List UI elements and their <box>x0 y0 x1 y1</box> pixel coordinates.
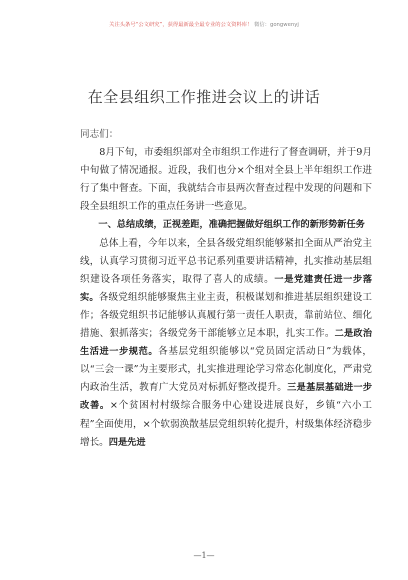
salutation: 同志们： <box>80 129 119 140</box>
document-title: 在全县组织工作推进会议上的讲话 <box>87 88 321 106</box>
summary-text-4: ×个贫困村村级综合服务中心建设进展良好，乡镇“六小工程”全面使用，×个软弱涣散基层党组织转化提升，村级集体经济稳步增长。 <box>80 400 372 448</box>
point-3-label: 三是基层基础进一步改善。 <box>80 382 373 412</box>
point-4-label: 四是先进 <box>108 436 146 448</box>
page-number: —1— <box>193 551 215 560</box>
document-body <box>80 126 372 452</box>
summary-text-2: 各级党组织能够聚焦主业主责，积极谋划和推进基层组织建设工作；各级党组织书记能够认真履行第一责任人职责，靠前站位、细化措施、狠抓落实；各级党务干部能够立足本职，扎实工作。 <box>80 291 373 340</box>
section-heading-1: 一、总结成绩，正视差距，准确把握做好组织工作的新形势新任务 <box>98 219 365 231</box>
paragraph-summary <box>80 235 372 452</box>
top-banner <box>0 20 408 28</box>
point-1-label: 一是党建责任进一步落实。 <box>80 273 373 303</box>
paragraph-intro: 8月下旬，市委组织部对全市组织工作进行了督查调研，并于9月中旬做了情况通报。近段，我们也分×个组对全县上半年组织工作进行了集中督查。下面，我就结合市县两次督查过程中发现的问题和下段全县组织工作的重点任务讲一些意见。 <box>80 147 372 213</box>
point-2-label: 二是政治生活进一步规范。 <box>80 328 373 358</box>
summary-text-3: 各基层党组织能够以“党员固定活动日”为载体，以“三会一课”为主要形式，扎实推进理论学习常态化制度化，严肃党内政治生活，教育广大党员对标抓好整改提升。 <box>80 346 372 394</box>
banner-text: 关注头条号“公文研究”，获得最新最全最专业的公文资料库！ <box>109 22 253 28</box>
banner-account: 微信：gongwenyj <box>254 22 299 28</box>
summary-text-1: 总体上看，今年以来，全县各级党组织能够紧扣全面从严治党主线，认真学习贯彻习近平总书记系列重要讲话精神，扎实推动基层组织建设各项任务落实，取得了喜人的成绩。 <box>80 237 372 285</box>
